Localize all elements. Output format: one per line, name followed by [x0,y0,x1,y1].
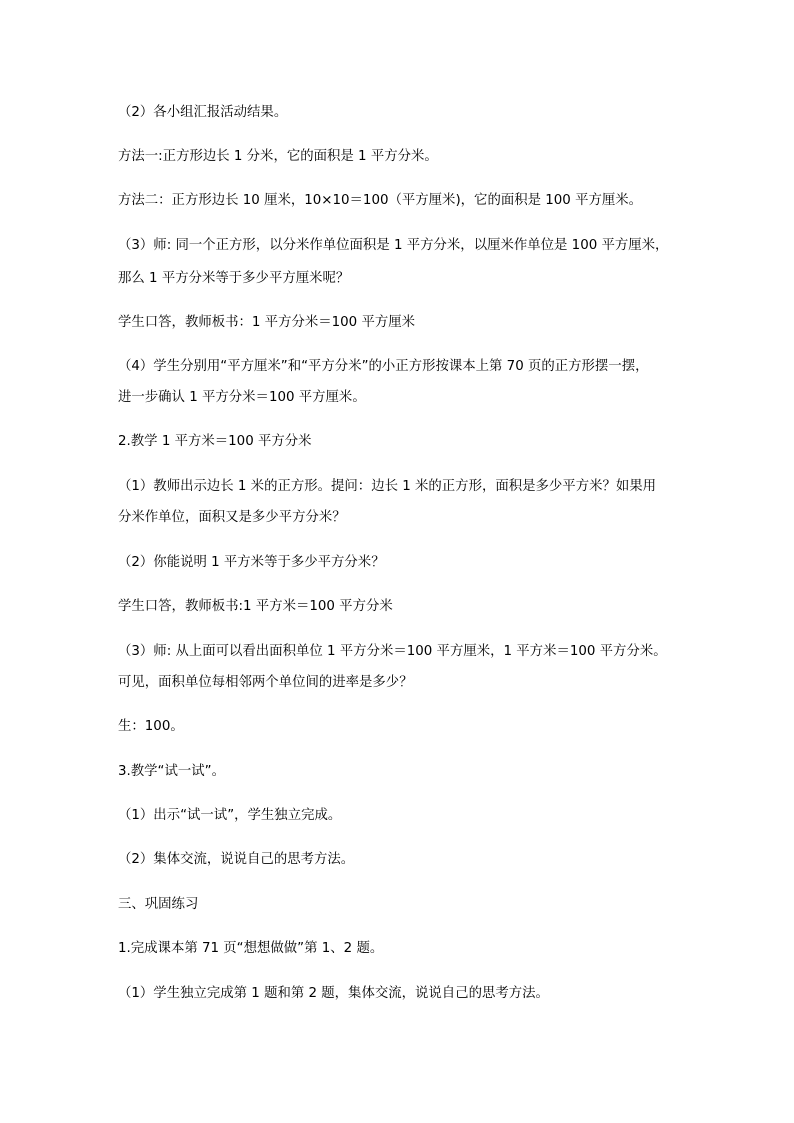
text-line: 学生口答，教师板书：1 平方分米＝100 平方厘米 [118,315,416,330]
text-line: 分米作单位，面积又是多少平方分米？ [118,510,346,525]
section-heading: 2.教学 1 平方米＝100 平方分米 [118,434,312,449]
text-line: （1）学生独立完成第 1 题和第 2 题，集体交流，说说自己的思考方法。 [118,986,549,1001]
text-line: （4）学生分别用“平方厘米”和“平方分米”的小正方形按课本上第 70 页的正方形摆一摆， [118,359,649,374]
text-line: 那么 1 平方分米等于多少平方厘米呢？ [118,271,350,286]
text-line: （2）集体交流，说说自己的思考方法。 [118,852,355,867]
section-heading: 三、巩固练习 [118,897,199,912]
text-line: （3）师: 从上面可以看出面积单位 1 平方分米＝100 平方厘米，1 平方米＝100 平方分米。 [118,644,667,659]
text-line: 学生口答，教师板书:1 平方米＝100 平方分米 [118,599,393,614]
text-line: 进一步确认 1 平方分米＝100 平方厘米。 [118,390,366,405]
text-line: 1.完成课本第 71 页“想想做做”第 1、2 题。 [118,941,384,956]
text-line: 方法一:正方形边长 1 分米，它的面积是 1 平方分米。 [118,149,438,164]
text-line: （2）各小组汇报活动结果。 [118,105,288,120]
text-line: （2）你能说明 1 平方米等于多少平方分米？ [118,555,385,570]
text-line: （3）师: 同一个正方形，以分米作单位面积是 1 平方分米，以厘米作单位是 100 平方厘米， [118,238,669,253]
text-line: （1）教师出示边长 1 米的正方形。提问：边长 1 米的正方形，面积是多少平方米？如果用 [118,479,657,494]
text-line: 生：100。 [118,719,184,734]
text-line: 方法二：正方形边长 10 厘米，10×10＝100（平方厘米)，它的面积是 100 平方厘米。 [118,193,643,208]
text-line: （1）出示“试一试”，学生独立完成。 [118,808,342,823]
section-heading: 3.教学“试一试”。 [118,764,225,779]
text-line: 可见，面积单位每相邻两个单位间的进率是多少？ [118,675,413,690]
